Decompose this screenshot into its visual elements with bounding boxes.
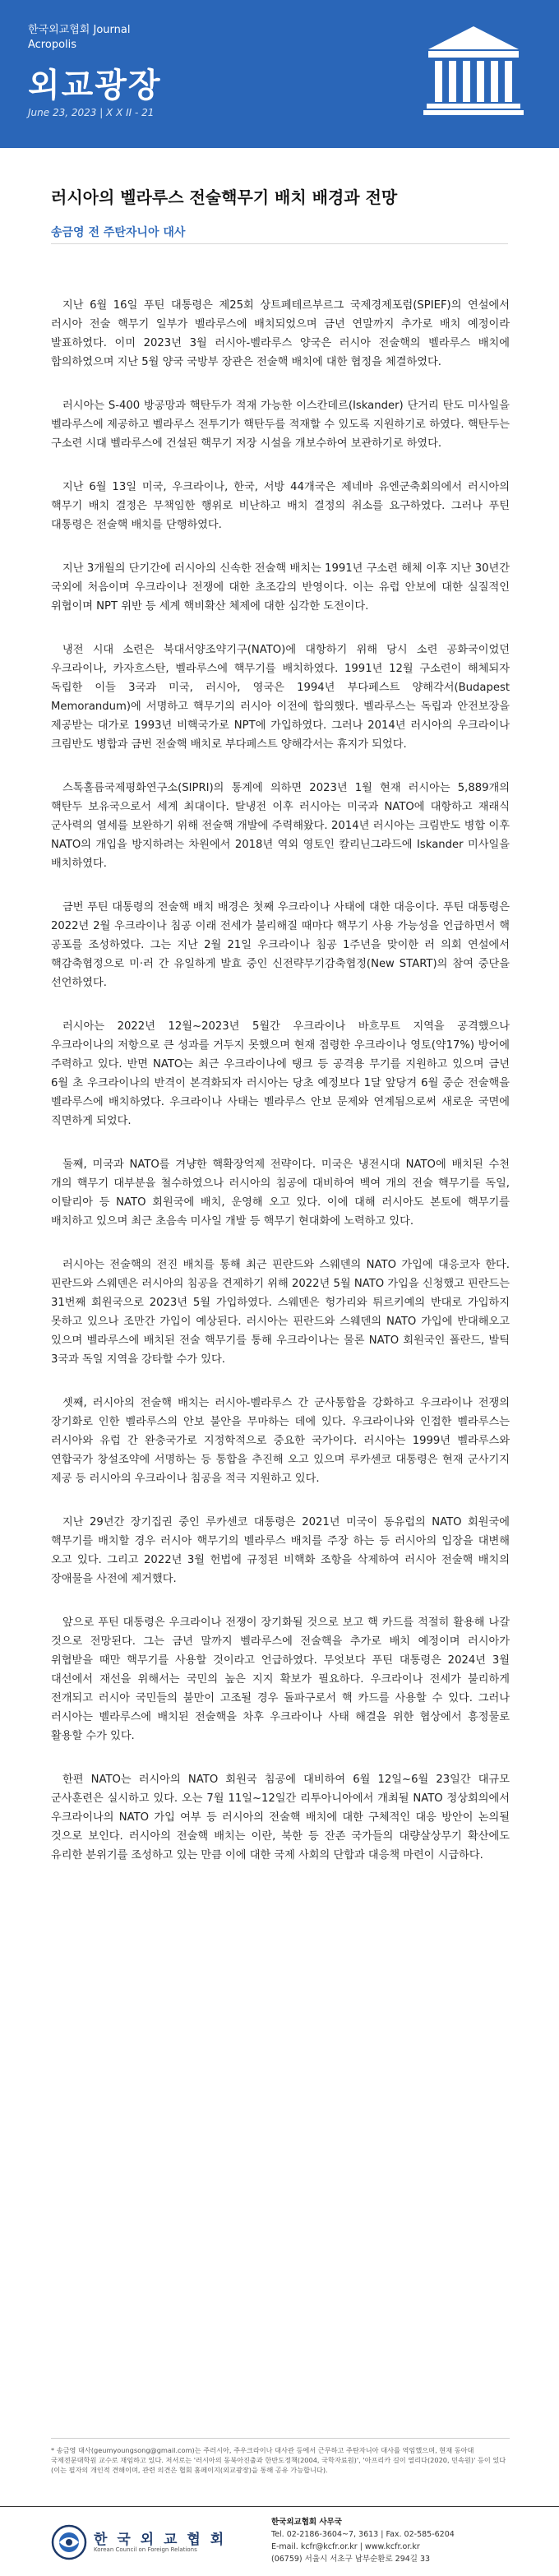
journal-org [28, 23, 130, 53]
paragraph-3: 지난 6월 13일 미국, 우크라이나, 한국, 서방 44개국은 제네바 유엔군축회의에서 러시아의 핵무기 배치 결정은 무책임한 행위로 비난하고 배치 결정의 취소를 요구하였다. 그러나 푸틴 대통령은 전술핵 배치를 단행하였다. [51, 481, 510, 531]
article-author: 송금영 전 주탄자니아 대사 [51, 226, 186, 239]
paragraph-10: 러시아는 전술핵의 전진 배치를 통해 최근 핀란드와 스웨덴의 NATO 가입에 대응코자 한다. 핀란드와 스웨덴은 러시아의 침공을 견제하기 위해 2022년 5월 NATO 가입을 신청했고 핀란드는 31번째 회원국으로 2023년 5월 가입하였다. 스웨덴은 헝가리와 튀르키예의 반대로 가입하지 못하고 있으나 조만간 가입이 예상된다. 러시아는 핀란드와 스웨덴의 NATO 가입에 반대해오고 있으며 벨라루스에 배치된 전술 핵무기를 통해 우크라이나는 물론 NATO 회원국인 폴란드, 발틱 3국과 독일 지역을 강타할 수가 있다. [51, 1259, 510, 1366]
paragraph-8: 러시아는 2022년 12월~2023년 5월간 우크라이나 바흐무트 지역을 공격했으나 우크라이나의 저항으로 큰 성과를 거두지 못했으며 현재 점령한 우크라이나 영토(약17%) 방어에 주력하고 있다. 반면 NATO는 최근 우크라이나에 탱크 등 공격용 무기를 지원하고 있으며 금년 6월 초 우크라이나의 반격이 본격화되자 러시아는 당초 예정보다 1달 앞당겨 6월 중순 전술핵을 벨라루스에 배치하였다. 우크라이나 사태는 벨라루스 안보 문제와 연계됨으로써 새로운 국면에 직면하게 되었다. [51, 1020, 510, 1127]
journal-header [0, 0, 559, 148]
journal-org-line2: Acropolis [28, 39, 77, 51]
author-footnote: * 송금영 대사(geumyoungsong@gmail.com)는 주러시아, 주우크라이나 대사관 등에서 근무하고 주탄자니아 대사를 역임했으며, 현재 동아대 국제전문대학원 교수로 재임하고 있다. 저서로는 '러시아의 동북아진출과 한반도정책(2004, 국학자료원)', '아프리카 길이 열리다(2020, 민속원)' 등이 있다(이는 필자의 개인적 견해이며, 관련 의견은 협회 홈페이지(외교광장)을 통해 공유 가능합니다). [51, 2446, 506, 2474]
issue-date: June 23, 2023 | X X II - 21 [28, 107, 155, 118]
contact-tel: Tel. 02-2186-3604~7, 3613 | Fax. 02-585-6204 [271, 2530, 455, 2539]
paragraph-9: 둘째, 미국과 NATO를 겨냥한 핵확장억제 전략이다. 미국은 냉전시대 NATO에 배치된 수천 개의 핵무기 대부분을 철수하였으나 러시아의 침공에 대비하여 벡여 개의 전술 핵무기를 독일, 이탈리아 등 NATO 회원국에 배치, 운영해 오고 있다. 이에 대해 러시아도 본토에 핵무기를 배치하고 있으며 최근 초음속 미사일 개발 등 핵무기 현대화에 노력하고 있다. [51, 1159, 510, 1228]
journal-org-line1: 한국외교협회 Journal [28, 24, 131, 36]
org-name: 한 국 외 교 협 회 [94, 2532, 227, 2548]
paragraph-12: 지난 29년간 장기집권 중인 루카센코 대통령은 2021년 미국이 동유럽의 NATO 회원국에 핵무기를 배치할 경우 러시아 핵무기의 벨라루스 배치를 주장 하는 등 러시아의 입장을 대변해 오고 있다. 그리고 2022년 3월 헌법에 규정된 비핵화 조항을 삭제하여 러시아 전술핵 배치의 장애물을 사전에 제거했다. [51, 1516, 510, 1585]
paragraph-11: 셋째, 러시아의 전술핵 배치는 러시아-벨라루스 간 군사통합을 강화하고 우크라이나 전쟁의 장기화로 인한 벨라루스의 안보 불안을 무마하는 데에 있다. 우크라이나와 인접한 벨라루스는 러시아와 유럽 간 완충국가로 지정학적으로 중요한 국가이다. 러시아는 1999년 벨라루스와 연합국가 창설조약에 서명하는 등 통합을 추진해 오고 있으며 루카센코 대통령은 현재 군사기지 제공 등 러시아의 우크라이나 침공을 적극 지원하고 있다. [51, 1397, 510, 1485]
paragraph-7: 금번 푸틴 대통령의 전술핵 배치 배경은 첫째 우크라이나 사태에 대한 대응이다. 푸틴 대통령은 2022년 2월 우크라이나 침공 이래 전세가 불리해질 때마다 핵무기 사용 가능성을 언급하면서 핵 공포를 조성하였다. 그는 지난 2월 21일 우크라이나 침공 1주년을 맞이한 러 의회 연설에서 핵감축협정으로 미·러 간 유일하게 발효 중인 신전략무기감축협정(New START)의 참여 중단을 선언하였다. [51, 901, 510, 989]
footnote-divider [51, 2438, 510, 2439]
contact-info [271, 2516, 455, 2565]
kcfr-logo-icon [51, 2524, 87, 2560]
article-body [51, 296, 510, 1889]
acropolis-building-icon [423, 18, 524, 117]
org-english-name: Korean Council on Foreign Relations [94, 2546, 197, 2553]
paragraph-14: 한편 NATO는 러시아의 NATO 회원국 침공에 대비하여 6월 12일~6월 23일간 대규모 군사훈련은 실시하고 있다. 오는 7월 11일~12일간 리투아니아에서 개최될 NATO 정상회의에서 우크라이나의 NATO 가입 여부 등 러시아의 전술핵 배치에 대한 구체적인 대응 방안이 논의될 것으로 보인다. 러시아의 전술핵 배치는 이란, 북한 등 잔존 국가들의 대량살상무기 확산에도 유리한 분위기를 조성하고 있는 만큼 이에 대한 국제 사회의 단합과 대응책 마련이 시급하다. [51, 1774, 510, 1861]
paragraph-4: 지난 3개월의 단기간에 러시아의 신속한 전술핵 배치는 1991년 구소련 해체 이후 지난 30년간 국외에 처음이며 우크라이나 전쟁에 대한 초조감의 반영이다. 이는 유럽 안보에 대한 실질적인 위협이며 NPT 위반 등 세계 핵비확산 체제에 대한 심각한 도전이다. [51, 562, 510, 613]
paragraph-1: 지난 6월 16일 푸틴 대통령은 제25회 상트페테르부르그 국제경제포럼(SPIEF)의 연설에서 러시아 전술 핵무기 일부가 벨라루스에 배치되었으며 금년 연말까지 추가로 배치 예정이라 발표하였다. 이미 2023년 3월 러시아-벨라루스 양국은 러시아 전술핵의 벨라루스 배치에 합의하였으며 지난 5월 양국 국방부 장관은 전술핵 배치에 대한 협정을 체결하였다. [51, 299, 510, 368]
paragraph-2: 러시아는 S-400 방공망과 핵탄두가 적재 가능한 이스칸데르(Iskander) 단거리 탄도 미사일을 벨라루스에 제공하고 벨라루스 전투기가 핵탄두를 적재할 수 있도록 지원하기로 하였다. 핵탄두는 구소련 시대 벨라루스에 건설된 핵무기 저장 시설을 개보수하여 보관하기로 하였다. [51, 400, 510, 450]
contact-heading: 한국외교협회 사무국 [271, 2518, 342, 2527]
contact-email: E-mail. kcfr@kcfr.or.kr | www.kcfr.or.kr [271, 2542, 420, 2551]
contact-address: (06759) 서울시 서초구 남부순환로 294길 33 [271, 2555, 431, 2564]
article-title: 러시아의 벨라루스 전술핵무기 배치 배경과 전망 [51, 187, 398, 207]
paragraph-13: 앞으로 푸틴 대통령은 우크라이나 전쟁이 장기화될 것으로 보고 핵 카드를 적절히 활용해 나갈 것으로 전망된다. 그는 금년 말까지 벨라루스에 전술핵을 추가로 배치 예정이며 러시아가 위협받을 때만 핵무기를 사용할 것이라고 언급하였다. 무엇보다 푸틴 대통령은 2024년 3월 대선에서 재선을 위해서는 국민의 높은 지지 확보가 필요하다. 우크라이나 전세가 불리하게 전개되고 러시아 국민들의 불만이 고조될 경우 돌파구로서 핵 카드를 사용할 수 있다. 그러나 러시아는 벨라루스에 배치된 전술핵을 차후 우크라이나 사태 해결을 위한 협상에서 흥정물로 활용할 수가 있다. [51, 1616, 510, 1742]
title-divider [51, 243, 508, 244]
journal-title: 외교광장 [28, 67, 162, 104]
paragraph-5: 냉전 시대 소련은 북대서양조약기구(NATO)에 대항하기 위해 당시 소련 공화국이었던 우크라이나, 카자흐스탄, 벨라루스에 핵무기를 배치하였다. 1991년 12월 구소련이 해체되자 독립한 이들 3국과 미국, 러시아, 영국은 1994년 부다페스트 양해각서(Budapest Memorandum)에 서명하고 핵무기의 러시아 이전에 합의했다. 벨라루스는 독립과 안전보장을 제공받는 대가로 1993년 비핵국가로 NPT에 가입하였다. 그러나 2014년 러시아의 우크라이나 크림반도 병합과 금번 전술핵 배치로 부다페스트 양해각서는 휴지가 되었다. [51, 644, 510, 751]
footer-divider [0, 2506, 559, 2507]
paragraph-6: 스톡홀름국제평화연구소(SIPRI)의 통계에 의하면 2023년 1월 현재 러시아는 5,889개의 핵탄두 보유국으로서 세계 최대이다. 탈냉전 이후 러시아는 미국과 NATO에 대항하고 재래식 군사력의 열세를 보완하기 위해 전술핵 개발에 주력해왔다. 2014년 러시아는 크림반도 병합 이후 NATO의 개입을 방지하려는 차원에서 2018년 역외 영토인 칼리닌그라드에 Iskander 미사일을 배치하였다. [51, 782, 510, 870]
